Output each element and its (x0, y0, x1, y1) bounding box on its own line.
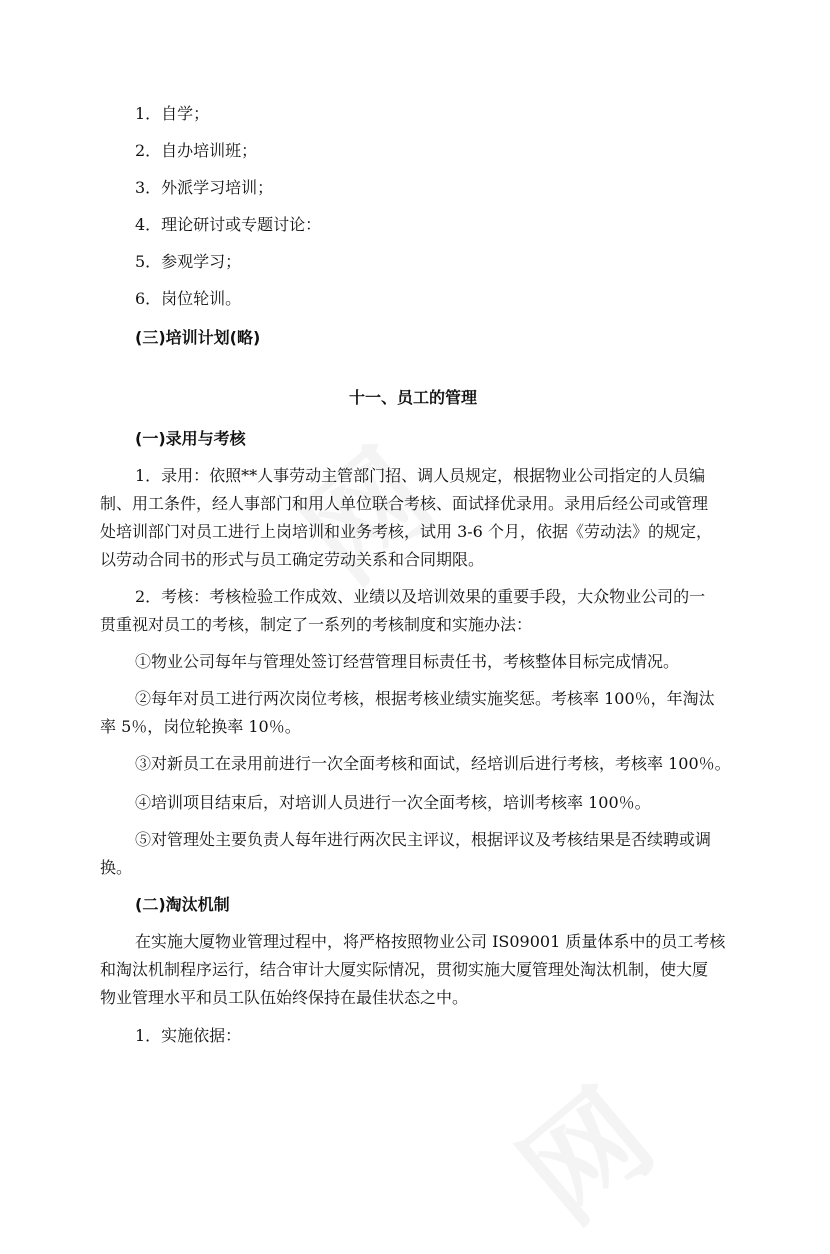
assessment-item: ②每年对员工进行两次岗位考核，根据考核业绩实施奖惩。考核率 100％，年淘汰 (135, 689, 715, 708)
elimination-paragraph-line: 物业管理水平和员工队伍始终保持在最佳状态之中。 (100, 988, 469, 1007)
section-title: 十一、员工的管理 (349, 388, 478, 407)
subsection-heading: (二)淘汰机制 (135, 895, 230, 914)
assessment-item: ④培训项目结束后，对培训人员进行一次全面考核，培训考核率 100％。 (135, 793, 651, 812)
subsection-heading: (一)录用与考核 (135, 429, 246, 448)
list-item: 1．自学； (135, 104, 210, 123)
assess-paragraph-line: 贯重视对员工的考核，制定了一系列的考核制度和实施办法： (100, 615, 533, 634)
assess-paragraph-line: 2．考核：考核检验工作成效、业绩以及培训效果的重要手段，大众物业公司的一 (135, 587, 706, 606)
list-item: 5．参观学习； (135, 252, 242, 271)
assessment-item: ①物业公司每年与管理处签订经营管理目标责任书，考核整体目标完成情况。 (135, 652, 680, 671)
list-item: 3．外派学习培训； (135, 178, 274, 197)
hire-paragraph-line: 制、用工条件，经人事部门和用人单位联合考核、面试择优录用。录用后经公司或管理 (100, 494, 709, 513)
watermark-text-2 (480, 1038, 690, 1253)
hire-paragraph-line: 以劳动合同书的形式与员工确定劳动关系和合同期限。 (100, 550, 485, 569)
hire-paragraph-line: 1．录用：依照**人事劳动主管部门招、调人员规定，根据物业公司指定的人员编 (135, 466, 706, 485)
elimination-paragraph-line: 在实施大厦物业管理过程中，将严格按照物业公司 IS09001 质量体系中的员工考核 (135, 932, 726, 951)
assessment-item: 率 5％，岗位轮换率 10％。 (100, 717, 301, 736)
list-item: 2．自办培训班； (135, 141, 258, 160)
basis-item: 1．实施依据： (135, 1026, 242, 1045)
elimination-paragraph-line: 和淘汰机制程序运行，结合审计大厦实际情况，贯彻实施大厦管理处淘汰机制，使大厦 (100, 960, 709, 979)
assessment-item: ⑤对管理处主要负责人每年进行两次民主评议，根据评议及考核结果是否续聘或调 (135, 830, 712, 849)
assessment-item: ③对新员工在录用前进行一次全面考核和面试，经培训后进行考核，考核率 100％。 (135, 754, 731, 773)
list-item: 6．岗位轮训。 (135, 289, 242, 308)
list-item: 4．理论研讨或专题讨论： (135, 215, 322, 234)
hire-paragraph-line: 处培训部门对员工进行上岗培训和业务考核，试用 3-6 个月，依据《劳动法》的规定， (100, 522, 712, 541)
training-plan-heading: (三)培训计划(略) (135, 328, 261, 347)
assessment-item: 换。 (100, 858, 133, 877)
